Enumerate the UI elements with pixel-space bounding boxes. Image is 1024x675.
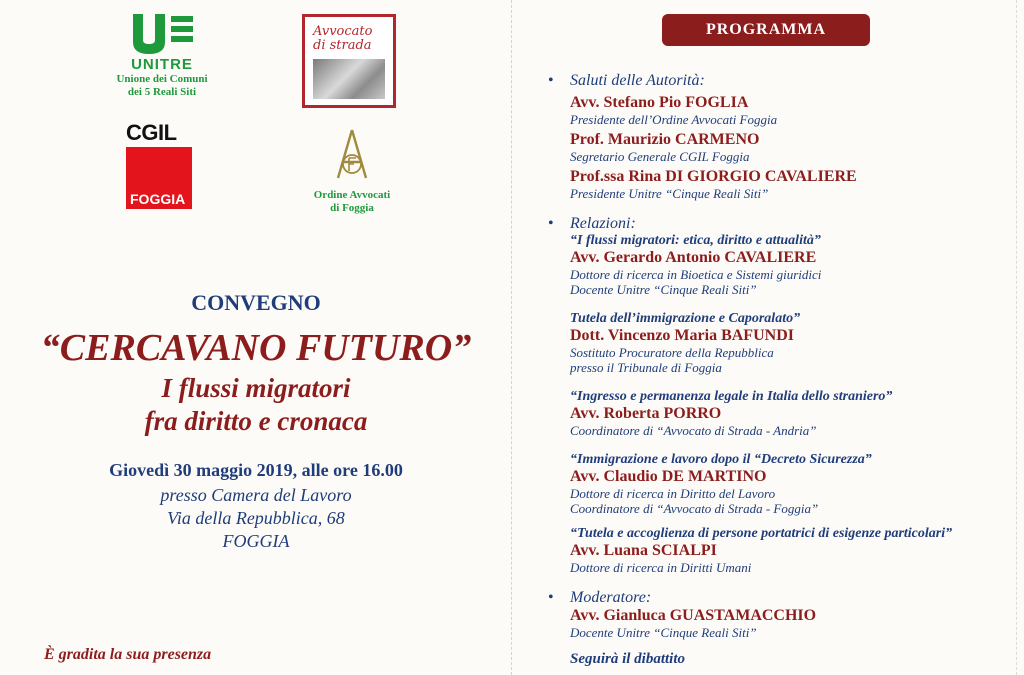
talk-title: “Immigrazione e lavoro dopo il “Decreto Sicurezza” bbox=[570, 452, 872, 467]
speaker-name: Avv. Gerardo Antonio CAVALIERE bbox=[570, 249, 817, 266]
event-subtitle-line-2: fra diritto e cronaca bbox=[144, 406, 368, 436]
speaker-name: Avv. Claudio DE MARTINO bbox=[570, 468, 767, 485]
moderator-role: Docente Unitre “Cinque Reali Siti” bbox=[570, 625, 757, 640]
cgil-logo bbox=[126, 122, 192, 209]
bullet-icon: • bbox=[548, 215, 554, 232]
ordine-sub-1: Ordine Avvocati bbox=[313, 189, 391, 201]
avvocato-text-1: Avvocato bbox=[313, 24, 373, 39]
location-line-1: presso Camera del Lavoro bbox=[160, 485, 352, 505]
event-subtitle-line-1: I flussi migratori bbox=[161, 373, 351, 403]
talk-title: “Ingresso e permanenza legale in Italia dello straniero” bbox=[570, 389, 893, 404]
cgil-city: FOGGIA bbox=[130, 191, 186, 207]
avvocato-photo bbox=[313, 59, 385, 99]
speaker-name: Prof. Maurizio CARMENO bbox=[570, 131, 760, 148]
talk-title: Tutela dell’immigrazione e Caporalato” bbox=[570, 311, 801, 326]
speaker-role: Sostituto Procuratore della Repubblica bbox=[570, 345, 774, 360]
unitre-word: UNITRE bbox=[131, 56, 193, 73]
moderator-name: Avv. Gianluca GUASTAMACCHIO bbox=[570, 607, 817, 624]
speaker-role: Coordinatore di “Avvocato di Strada - Foggia” bbox=[570, 501, 819, 516]
speaker-name: Dott. Vincenzo Maria BAFUNDI bbox=[570, 327, 794, 344]
speaker-name: Avv. Stefano Pio FOGLIA bbox=[570, 94, 749, 111]
speaker-role: Docente Unitre “Cinque Reali Siti” bbox=[570, 282, 757, 297]
programma-banner: PROGRAMMA bbox=[662, 14, 870, 46]
cgil-word: CGIL bbox=[126, 120, 177, 145]
unitre-sub-2: dei 5 Reali Siti bbox=[127, 86, 197, 98]
unitre-sub-1: Unione dei Comuni bbox=[116, 73, 208, 85]
speaker-role: Dottore di ricerca in Diritti Umani bbox=[570, 560, 752, 575]
convegno-heading: CONVEGNO bbox=[191, 290, 321, 315]
ordine-avvocati-logo bbox=[306, 128, 398, 215]
avvocato-di-strada-logo bbox=[302, 14, 396, 108]
speaker-name: Avv. Luana SCIALPI bbox=[570, 542, 717, 559]
location-line-3: FOGGIA bbox=[222, 531, 290, 551]
avvocato-text-2: di strada bbox=[313, 38, 372, 53]
moderatore-label: Moderatore: bbox=[570, 589, 652, 606]
cgil-red-box bbox=[126, 147, 192, 209]
speaker-role: Dottore di ricerca in Bioetica e Sistemi giuridici bbox=[570, 267, 822, 282]
ordine-sub-2: di Foggia bbox=[330, 202, 374, 214]
avvocato-di-strada-text bbox=[313, 25, 372, 53]
talk-title: “Tutela e accoglienza di persone portatrici di esigenze particolari” bbox=[570, 526, 953, 541]
location-line-2: Via della Repubblica, 68 bbox=[167, 508, 345, 528]
seguira-note: Seguirà il dibattito bbox=[570, 651, 686, 667]
unitre-mark-icon bbox=[131, 14, 193, 54]
section-moderatore bbox=[548, 589, 1018, 640]
bullet-icon: • bbox=[548, 589, 554, 606]
event-date: Giovedì 30 maggio 2019, alle ore 16.00 bbox=[109, 460, 403, 480]
event-subtitle bbox=[0, 372, 512, 438]
speaker-name: Prof.ssa Rina DI GIORGIO CAVALIERE bbox=[570, 168, 857, 185]
speaker-name: Avv. Roberta PORRO bbox=[570, 405, 722, 422]
saluti-label: Saluti delle Autorità: bbox=[570, 72, 705, 89]
speaker-role: presso il Tribunale di Foggia bbox=[570, 360, 722, 375]
speaker-role: Presidente dell’Ordine Avvocati Foggia bbox=[570, 112, 778, 127]
section-relazioni bbox=[548, 215, 1018, 575]
speaker-role: Coordinatore di “Avvocato di Strada - Andria” bbox=[570, 423, 817, 438]
gradita-note: È gradita la sua presenza bbox=[44, 646, 212, 663]
event-location bbox=[0, 484, 512, 553]
talk-title: “I flussi migratori: etica, diritto e attualità” bbox=[570, 233, 821, 248]
unitre-logo bbox=[112, 14, 212, 99]
speaker-role: Segretario Generale CGIL Foggia bbox=[570, 149, 750, 164]
section-saluti bbox=[548, 72, 1018, 201]
speaker-role: Dottore di ricerca in Diritto del Lavoro bbox=[570, 486, 776, 501]
event-title: “CERCAVANO FUTURO” bbox=[40, 327, 472, 369]
ordine-emblem-icon bbox=[332, 128, 372, 184]
relazioni-label: Relazioni: bbox=[570, 215, 636, 232]
bullet-icon: • bbox=[548, 72, 554, 89]
speaker-role: Presidente Unitre “Cinque Reali Siti” bbox=[570, 186, 769, 201]
programma-list bbox=[548, 72, 1018, 668]
